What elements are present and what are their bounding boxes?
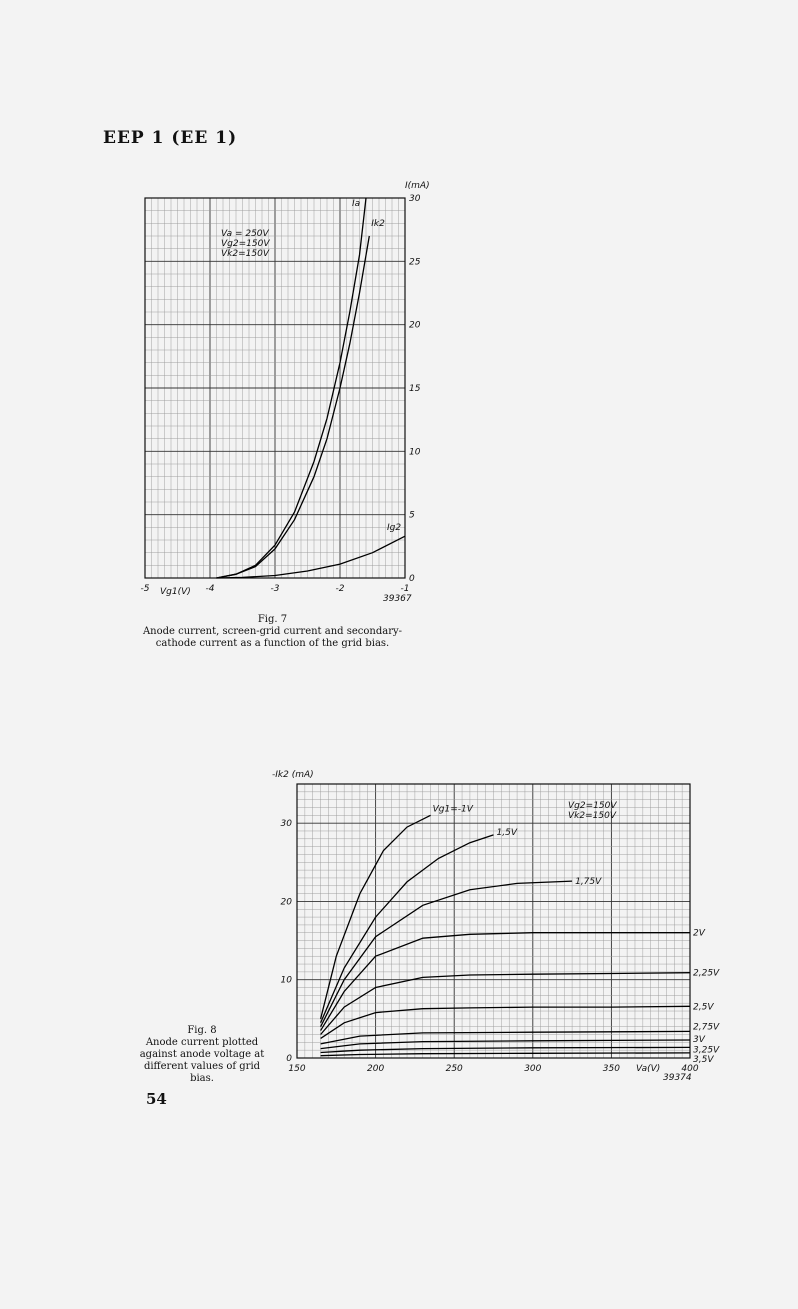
- fig8-labels: [272, 770, 720, 1074]
- y-tick-label: 20: [280, 897, 292, 908]
- y-tick-label: 10: [409, 447, 421, 458]
- series-label: 1,5V: [496, 827, 517, 838]
- fig8-label: Fig. 8: [187, 1025, 217, 1036]
- series-label: Ia: [352, 199, 361, 209]
- fig7-stamp: 39367: [383, 594, 412, 604]
- series-label: 3V: [693, 1034, 705, 1045]
- series-label: 3,5V: [693, 1054, 714, 1065]
- series-label: Vg1=-1V: [432, 804, 473, 815]
- x-tick-label: 400: [681, 1064, 699, 1074]
- fig7-caption-text: Anode current, screen-grid current and secondary-cathode current as a function of the grid bias.: [142, 626, 403, 649]
- x-tick-label: 150: [288, 1064, 306, 1074]
- x-tick-label: -4: [205, 584, 215, 594]
- fig8-grid: [297, 784, 690, 1058]
- x-tick-label: 250: [445, 1064, 463, 1074]
- x-axis-label: Va(V): [636, 1064, 661, 1074]
- series-line-3: [217, 536, 406, 578]
- page-number: 54: [146, 1090, 167, 1108]
- series-label: Ik2: [371, 219, 385, 229]
- x-tick-label: -3: [270, 584, 280, 594]
- series-label: 2,25V: [693, 968, 720, 979]
- x-tick-label: 300: [524, 1064, 542, 1074]
- series-label: 2,75V: [693, 1022, 720, 1033]
- fig7-condition-va: Va = 250V: [221, 229, 269, 239]
- x-tick-label: -2: [335, 584, 345, 594]
- y-tick-label: 15: [409, 384, 421, 394]
- fig7-label: Fig. 7: [257, 614, 288, 625]
- x-tick-label: 200: [367, 1064, 385, 1074]
- series-label: 1,75V: [575, 877, 602, 888]
- y-tick-label: 30: [280, 819, 292, 830]
- series-label: 2V: [693, 928, 705, 939]
- fig8-condition-vg2: Vg2=150V: [568, 801, 617, 811]
- y-tick-label: 20: [409, 320, 421, 331]
- fig8-caption-text: Anode current plotted against anode voltage at different values of grid bias.: [139, 1037, 265, 1084]
- y-axis-label: -Ik2 (mA): [272, 770, 314, 780]
- y-tick-label: 25: [409, 257, 421, 268]
- fig8-caption: [138, 1025, 266, 1085]
- fig8-chart: [272, 770, 720, 1083]
- series-label: 2,5V: [693, 1002, 714, 1013]
- y-tick-label: 5: [409, 510, 415, 521]
- series-label: Ig2: [387, 523, 402, 534]
- fig7-condition-vg2: Vg2=150V: [221, 239, 270, 249]
- series-label: 3,25V: [693, 1045, 720, 1056]
- x-tick-label: -1: [400, 584, 410, 594]
- y-tick-label: 0: [409, 574, 415, 584]
- fig7-chart: [141, 181, 430, 604]
- fig8-stamp: 39374: [663, 1073, 692, 1083]
- y-axis-label: I(mA): [405, 181, 430, 191]
- y-tick-label: 0: [286, 1054, 292, 1064]
- page-header-title: EEP 1 (EE 1): [103, 128, 238, 148]
- x-tick-label: 350: [602, 1064, 620, 1074]
- fig7-condition-vk2: Vk2=150V: [221, 249, 269, 259]
- y-tick-label: 30: [409, 194, 421, 204]
- x-axis-label: Vg1(V): [160, 587, 191, 597]
- y-tick-label: 10: [280, 975, 292, 986]
- fig8-condition-vk2: Vk2=150V: [568, 811, 616, 821]
- fig7-caption: [140, 614, 405, 650]
- x-tick-label: -5: [140, 584, 150, 594]
